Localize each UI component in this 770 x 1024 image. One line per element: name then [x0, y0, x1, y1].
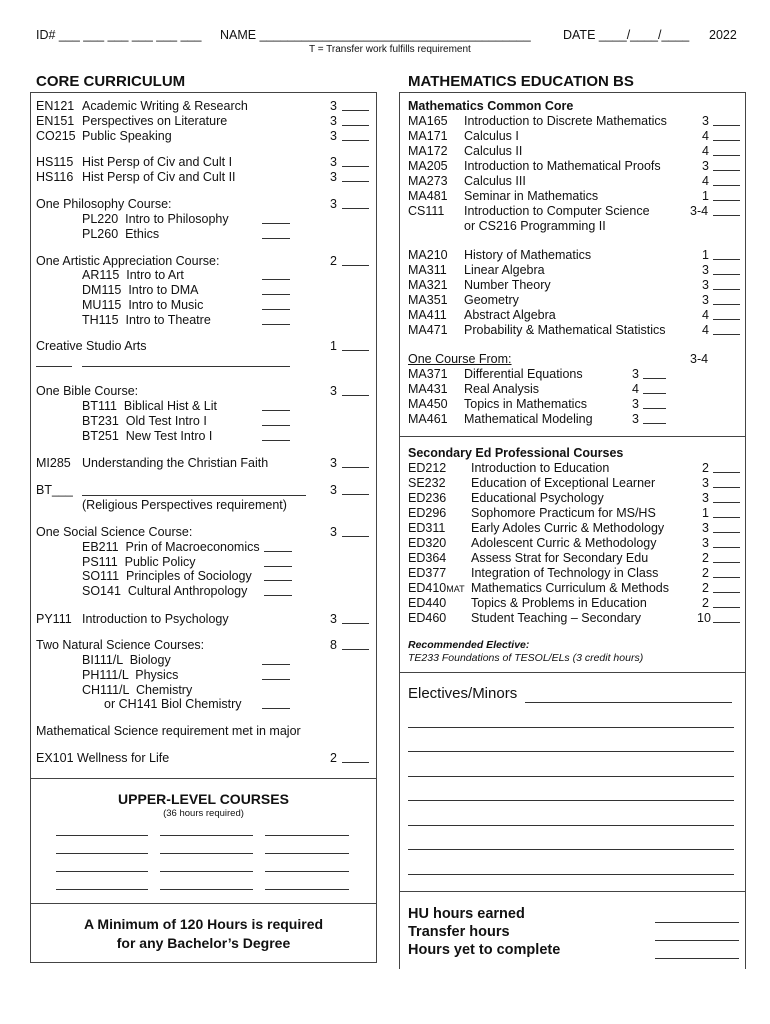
hours-blank[interactable] [713, 581, 740, 593]
option-blank[interactable] [262, 227, 290, 239]
course-text: One Philosophy Course: [36, 197, 172, 211]
date-field[interactable]: DATE ____/____/____ [563, 28, 690, 42]
hours-blank[interactable] [342, 525, 369, 537]
upper-level-box [30, 778, 377, 904]
course-text: MA165 [408, 114, 448, 128]
course-text: (Religious Perspectives requirement) [82, 498, 287, 512]
credit-hours: 1 [702, 189, 709, 203]
course-text: Abstract Algebra [464, 308, 556, 322]
course-text: Wellness for Life [77, 751, 170, 765]
credit-hours: 3 [702, 476, 709, 490]
hours-blank[interactable] [713, 551, 740, 563]
upper-course-blank[interactable] [265, 853, 349, 854]
course-text: ED377 [408, 566, 447, 580]
course-text: Integration of Technology in Class [471, 566, 659, 580]
course-text: or CS216 Programming II [464, 219, 606, 233]
credit-hours: 4 [702, 144, 709, 158]
credit-hours: 3 [702, 293, 709, 307]
course-text: Geometry [464, 293, 519, 307]
upper-course-blank[interactable] [56, 871, 148, 872]
course-text: MA411 [408, 308, 447, 322]
course-text: ED440 [408, 596, 447, 610]
credit-hours: 2 [702, 566, 709, 580]
course-text: MA431 [408, 382, 448, 396]
course-text: MA273 [408, 174, 448, 188]
upper-course-blank[interactable] [160, 889, 253, 890]
credit-hours: 3 [330, 456, 337, 470]
totals-box [399, 891, 746, 969]
course-text: Education of Exceptional Learner [471, 476, 656, 490]
course-text: MA461 [408, 412, 448, 426]
hu-hours-label: HU hours earned [408, 906, 525, 922]
credit-hours: 2 [702, 551, 709, 565]
course-text: Topics in Mathematics [464, 397, 587, 411]
course-text: MA171 [408, 129, 448, 143]
electives-blank[interactable] [408, 849, 734, 850]
credit-hours: 3 [702, 114, 709, 128]
hours-blank[interactable] [713, 204, 740, 216]
credit-hours: 2 [702, 581, 709, 595]
minimum-line1: A Minimum of 120 Hours is required [83, 916, 324, 932]
upper-course-blank[interactable] [56, 835, 148, 836]
option-blank[interactable] [264, 555, 292, 567]
credit-hours: 3 [330, 114, 337, 128]
upper-course-blank[interactable] [56, 889, 148, 890]
course-text: Public Speaking [82, 129, 172, 143]
hours-blank[interactable] [713, 491, 740, 503]
course-text: Hist Persp of Civ and Cult I [82, 155, 233, 169]
course-text: Introduction to Psychology [82, 612, 229, 626]
course-text: HS115 [36, 155, 74, 169]
hours-blank[interactable] [713, 566, 740, 578]
hours-blank[interactable] [342, 612, 369, 624]
course-text: PL260 Ethics [82, 227, 160, 241]
credit-hours: 3 [330, 483, 337, 497]
option-blank[interactable] [643, 382, 666, 394]
course-text: DM115 Intro to DMA [82, 283, 199, 297]
elective-text: TE233 Foundations of TESOL/ELs (3 credit hours) [408, 652, 644, 664]
course-text: ED320 [408, 536, 447, 550]
electives-label: Electives/Minors [408, 685, 518, 702]
credit-hours: 3 [632, 367, 639, 381]
course-text: Calculus III [464, 174, 526, 188]
credit-hours: 4 [702, 174, 709, 188]
credit-hours: 2 [702, 596, 709, 610]
credit-hours: 4 [632, 382, 639, 396]
course-text: MU115 Intro to Music [82, 298, 204, 312]
course-text: ED410 [408, 581, 447, 595]
option-blank[interactable] [643, 397, 666, 409]
secondary-title: Secondary Ed Professional Courses [408, 446, 624, 460]
course-text: SE232 [408, 476, 446, 490]
course-text: MA471 [408, 323, 448, 337]
course-text: ED296 [408, 506, 447, 520]
course-text: MA321 [408, 278, 448, 292]
credit-hours: 8 [330, 638, 337, 652]
hours-blank[interactable] [713, 129, 740, 141]
course-text: Creative Studio Arts [36, 339, 147, 353]
course-text: BT___ [36, 483, 73, 497]
option-blank[interactable] [264, 569, 292, 581]
hours-blank[interactable] [713, 159, 740, 171]
math-common-title: Mathematics Common Core [408, 99, 574, 113]
hours-blank[interactable] [342, 254, 369, 266]
credit-hours: 3 [330, 612, 337, 626]
course-text: BT251 New Test Intro I [82, 429, 213, 443]
upper-level-sub: (36 hours required) [163, 808, 244, 819]
electives-blank[interactable] [525, 702, 732, 703]
option-blank[interactable] [262, 399, 290, 411]
electives-blank[interactable] [408, 776, 734, 777]
hours-blank[interactable] [713, 461, 740, 473]
upper-course-blank[interactable] [265, 835, 349, 836]
math-core-box [399, 92, 746, 437]
course-text: HS116 [36, 170, 74, 184]
option-blank[interactable] [264, 540, 292, 552]
name-field[interactable]: NAME _______________________________________ [220, 28, 531, 42]
course-text: SO111 Principles of Sociology [82, 569, 252, 583]
credit-hours: 3 [632, 397, 639, 411]
course-text: ED460 [408, 611, 447, 625]
course-text: Introduction to Education [471, 461, 610, 475]
course-text: Calculus II [464, 144, 523, 158]
electives-blank[interactable] [408, 800, 734, 801]
credit-hours: 3 [330, 170, 337, 184]
credit-hours: 2 [330, 751, 337, 765]
option-blank[interactable] [262, 668, 290, 680]
course-text: One Bible Course: [36, 384, 139, 398]
course-text: Probability & Mathematical Statistics [464, 323, 666, 337]
option-blank[interactable] [262, 653, 290, 665]
hours-blank[interactable] [342, 129, 369, 141]
course-text: Differential Equations [464, 367, 583, 381]
upper-course-blank[interactable] [265, 889, 349, 890]
transfer-hours-blank[interactable] [655, 940, 739, 941]
course-text: BT231 Old Test Intro I [82, 414, 207, 428]
credit-hours: 3 [330, 197, 337, 211]
credit-hours: 4 [702, 323, 709, 337]
credit-hours: 3 [330, 525, 337, 539]
major-title: MATHEMATICS EDUCATION BS [408, 73, 634, 90]
course-text: MI285 [36, 456, 71, 470]
hours-blank[interactable] [713, 144, 740, 156]
course-text: SO141 Cultural Anthropology [82, 584, 248, 598]
course-text: PL220 Intro to Philosophy [82, 212, 229, 226]
hours-blank[interactable] [342, 155, 369, 167]
course-text [408, 581, 465, 597]
credit-hours: 1 [702, 506, 709, 520]
hours-blank[interactable] [713, 596, 740, 608]
course-text: MA481 [408, 189, 448, 203]
course-text: CH111/L Chemistry [82, 683, 193, 697]
course-text: MAT [446, 584, 465, 594]
course-text: ED311 [408, 521, 446, 535]
hours-blank[interactable] [342, 99, 369, 111]
course-text: Introduction to Discrete Mathematics [464, 114, 667, 128]
option-blank[interactable] [262, 283, 290, 295]
hours-blank[interactable] [342, 751, 369, 763]
hours-blank[interactable] [713, 521, 740, 533]
course-text: Understanding the Christian Faith [82, 456, 269, 470]
course-text: Mathematical Science requirement met in major [36, 724, 301, 738]
option-blank[interactable] [264, 584, 292, 596]
hu-hours-blank[interactable] [655, 922, 739, 923]
course-text: MA311 [408, 263, 447, 277]
course-text: Number Theory [464, 278, 551, 292]
course-text: MA210 [408, 248, 448, 262]
studio-title-blank[interactable] [82, 355, 290, 367]
hours-blank[interactable] [713, 114, 740, 126]
hours-blank[interactable] [713, 506, 740, 518]
upper-level-title: UPPER-LEVEL COURSES [118, 791, 289, 807]
upper-course-blank[interactable] [160, 871, 253, 872]
minimum-hours-box [30, 903, 377, 963]
option-blank[interactable] [643, 367, 666, 379]
credit-hours: 3 [702, 278, 709, 292]
course-text: Academic Writing & Research [82, 99, 248, 113]
option-blank[interactable] [262, 429, 290, 441]
transfer-hours-label: Transfer hours [408, 924, 510, 940]
course-text: Early Adoles Curric & Methodology [471, 521, 665, 535]
course-text: Introduction to Mathematical Proofs [464, 159, 661, 173]
course-text: EN151 [36, 114, 75, 128]
credit-hours: 3 [330, 155, 337, 169]
course-text: CO215 [36, 129, 76, 143]
hours-blank[interactable] [713, 293, 740, 305]
core-curriculum-title: CORE CURRICULUM [36, 73, 186, 90]
course-text: PS111 Public Policy [82, 555, 196, 569]
electives-box [399, 672, 746, 892]
hours-blank[interactable] [342, 114, 369, 126]
option-blank[interactable] [262, 313, 290, 325]
course-text: EB211 Prin of Macroeconomics [82, 540, 260, 554]
option-blank[interactable] [262, 298, 290, 310]
course-text: PH111/L Physics [82, 668, 179, 682]
course-text: MA371 [408, 367, 448, 381]
course-text: Sophomore Practicum for MS/HS [471, 506, 656, 520]
course-text: EX101 [36, 751, 74, 765]
hours-blank[interactable] [713, 308, 740, 320]
course-text: Seminar in Mathematics [464, 189, 599, 203]
upper-course-blank[interactable] [265, 871, 349, 872]
hours-blank[interactable] [342, 456, 369, 468]
course-text: EN121 [36, 99, 75, 113]
credit-hours: 3 [702, 159, 709, 173]
hours-blank[interactable] [713, 248, 740, 260]
credit-hours: 3 [702, 521, 709, 535]
course-text: CS111 [408, 204, 445, 218]
course-text: One Artistic Appreciation Course: [36, 254, 220, 268]
course-text: Hist Persp of Civ and Cult II [82, 170, 236, 184]
hours-remaining-blank[interactable] [655, 958, 739, 959]
course-text: Two Natural Science Courses: [36, 638, 205, 652]
bt-title-blank[interactable] [82, 484, 306, 496]
course-text: Linear Algebra [464, 263, 545, 277]
course-text: Mathematical Modeling [464, 412, 593, 426]
course-text: Mathematics Curriculum & Methods [471, 581, 669, 595]
option-blank[interactable] [262, 697, 290, 709]
option-blank[interactable] [262, 268, 290, 280]
course-text: Real Analysis [464, 382, 540, 396]
hours-blank[interactable] [342, 638, 369, 650]
hours-blank[interactable] [713, 278, 740, 290]
minimum-line2: for any Bachelor’s Degree [116, 935, 291, 951]
hours-blank[interactable] [713, 536, 740, 548]
hours-blank[interactable] [713, 611, 740, 623]
studio-code-blank[interactable] [36, 355, 72, 367]
credit-hours: 3-4 [690, 352, 709, 366]
course-text: Perspectives on Literature [82, 114, 228, 128]
credit-hours: 3 [330, 99, 337, 113]
option-blank[interactable] [643, 412, 666, 424]
hours-blank[interactable] [342, 483, 369, 495]
upper-course-blank[interactable] [160, 835, 253, 836]
hours-blank[interactable] [713, 263, 740, 275]
course-text: Educational Psychology [471, 491, 604, 505]
credit-hours: 1 [330, 339, 337, 353]
course-text: MA450 [408, 397, 448, 411]
transfer-note: T = Transfer work fulfills requirement [309, 44, 471, 55]
course-text: Assess Strat for Secondary Edu [471, 551, 649, 565]
course-text: ED212 [408, 461, 447, 475]
credit-hours: 3 [330, 129, 337, 143]
credit-hours: 2 [702, 461, 709, 475]
credit-hours: 3 [702, 491, 709, 505]
option-blank[interactable] [262, 414, 290, 426]
hours-blank[interactable] [713, 189, 740, 201]
hours-blank[interactable] [342, 384, 369, 396]
option-blank[interactable] [262, 212, 290, 224]
course-text: Calculus I [464, 129, 519, 143]
upper-course-blank[interactable] [56, 853, 148, 854]
id-field[interactable]: ID# ___ ___ ___ ___ ___ ___ [36, 28, 202, 42]
course-text: AR115 Intro to Art [82, 268, 184, 282]
secondary-ed-box [399, 436, 746, 673]
credit-hours: 2 [330, 254, 337, 268]
hours-blank[interactable] [342, 197, 369, 209]
electives-blank[interactable] [408, 727, 734, 728]
upper-course-blank[interactable] [160, 853, 253, 854]
credit-hours: 4 [702, 308, 709, 322]
hours-blank[interactable] [713, 174, 740, 186]
hours-blank[interactable] [342, 170, 369, 182]
course-text: BI111/L Biology [82, 653, 171, 667]
credit-hours: 3 [702, 536, 709, 550]
course-text: MA172 [408, 144, 448, 158]
elective-label: Recommended Elective: [408, 639, 530, 651]
course-text: MA351 [408, 293, 448, 307]
hours-blank[interactable] [713, 476, 740, 488]
hours-blank[interactable] [342, 339, 369, 351]
electives-blank[interactable] [408, 874, 734, 875]
electives-blank[interactable] [408, 751, 734, 752]
course-text: Student Teaching – Secondary [471, 611, 642, 625]
course-text: One Course From: [408, 352, 512, 366]
course-text: TH115 Intro to Theatre [82, 313, 211, 327]
credit-hours: 3 [632, 412, 639, 426]
course-text: One Social Science Course: [36, 525, 193, 539]
core-curriculum-box [30, 92, 377, 779]
course-text: or CH141 Biol Chemistry [104, 697, 242, 711]
year-label: 2022 [709, 28, 737, 42]
credit-hours: 3 [702, 263, 709, 277]
credit-hours: 3-4 [690, 204, 709, 218]
course-text: ED236 [408, 491, 447, 505]
hours-remaining-label: Hours yet to complete [408, 942, 561, 958]
course-text: Adolescent Curric & Methodology [471, 536, 657, 550]
course-text: MA205 [408, 159, 448, 173]
hours-blank[interactable] [713, 323, 740, 335]
course-text: History of Mathematics [464, 248, 592, 262]
credit-hours: 3 [330, 384, 337, 398]
course-text: Topics & Problems in Education [471, 596, 647, 610]
course-text: Introduction to Computer Science [464, 204, 650, 218]
credit-hours: 10 [697, 611, 711, 625]
course-text: PY111 [36, 612, 72, 626]
course-text: ED364 [408, 551, 447, 565]
course-text: BT111 Biblical Hist & Lit [82, 399, 218, 413]
electives-blank[interactable] [408, 825, 734, 826]
credit-hours: 1 [702, 248, 709, 262]
credit-hours: 4 [702, 129, 709, 143]
